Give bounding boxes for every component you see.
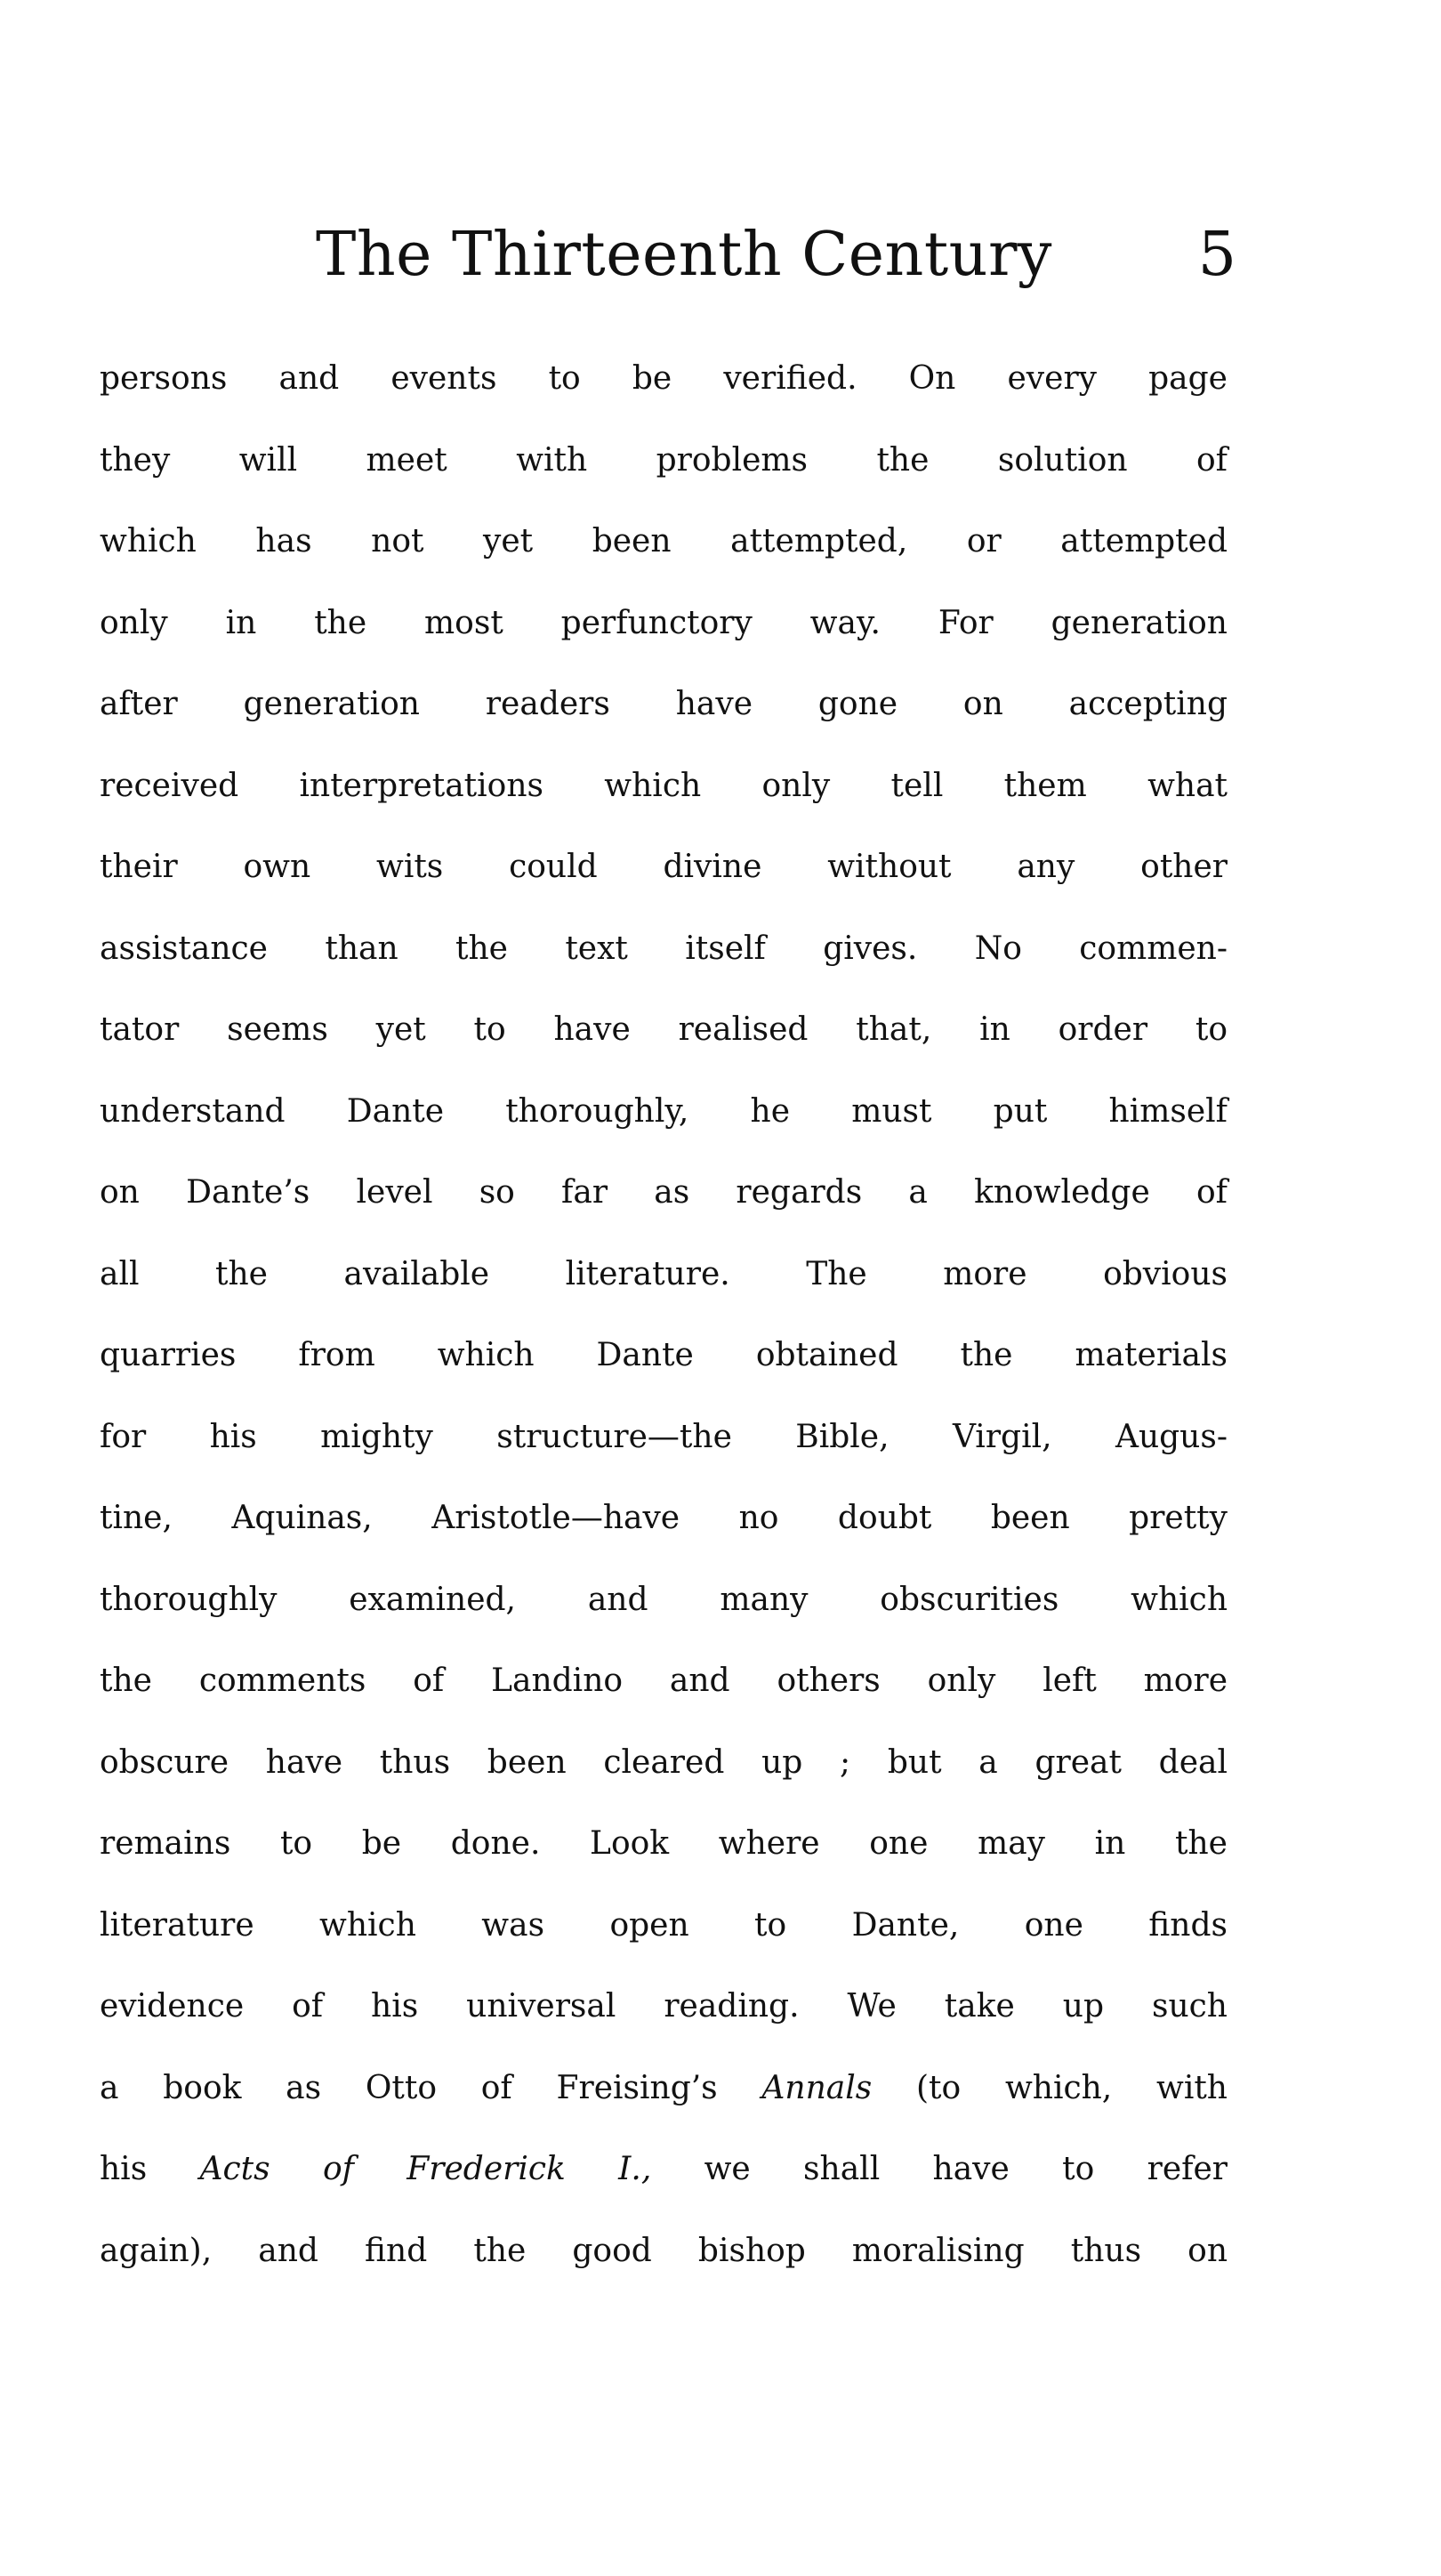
text-line-content: after generation readers have gone on accepting xyxy=(100,686,1228,722)
text-line xyxy=(100,1477,1228,1559)
text-line-content: received interpretations which only tell them what xyxy=(100,767,1228,804)
text-line-content: a book as Otto of Freising’s xyxy=(100,2069,762,2106)
text-line xyxy=(100,1234,1228,1316)
text-line xyxy=(100,745,1228,827)
text-line xyxy=(100,1071,1228,1153)
book-title-annals: Annals xyxy=(761,2069,873,2106)
text-line-content: his xyxy=(100,2151,200,2187)
text-line xyxy=(100,2129,1228,2210)
text-line-content: only in the most perfunctory way. For generation xyxy=(100,604,1228,641)
text-line xyxy=(100,2210,1228,2292)
text-line xyxy=(100,1966,1228,2048)
text-line-content: literature which was open to Dante, one finds xyxy=(100,1906,1228,1944)
text-line-content: for his mighty structure—the Bible, Virgil, Augus- xyxy=(100,1418,1228,1455)
text-line-content: quarries from which Dante obtained the materials xyxy=(100,1337,1228,1373)
page-number: 5 xyxy=(1197,220,1236,290)
text-line-content: again), and find the good bishop moralising thus on xyxy=(100,2232,1228,2269)
text-line xyxy=(100,908,1228,990)
running-title: The Thirteenth Century xyxy=(316,220,1052,290)
text-line xyxy=(100,989,1228,1071)
text-line-content: obscure have thus been cleared up ; but a great deal xyxy=(100,1743,1228,1781)
text-line xyxy=(100,826,1228,908)
text-line-content: all the available literature. The more obvious xyxy=(100,1255,1228,1292)
body-text xyxy=(100,338,1228,2291)
text-line-content: which has not yet been attempted, or attempted xyxy=(100,523,1228,559)
running-head xyxy=(316,215,1236,295)
text-line xyxy=(100,1885,1228,1967)
text-line-content: tine, Aquinas, Aristotle—have no doubt been pretty xyxy=(100,1500,1228,1536)
text-line xyxy=(100,1559,1228,1641)
text-line xyxy=(100,1640,1228,1722)
text-line xyxy=(100,1315,1228,1397)
text-line xyxy=(100,1397,1228,1478)
text-line-content: we shall have to refer xyxy=(651,2151,1228,2187)
text-line-content: understand Dante thoroughly, he must put himself xyxy=(100,1092,1228,1130)
book-title-acts-of-frederick: Acts of Frederick I., xyxy=(199,2151,652,2187)
text-line xyxy=(100,1722,1228,1804)
text-line xyxy=(100,338,1228,420)
text-line xyxy=(100,420,1228,502)
text-line-content: on Dante’s level so far as regards a knowledge of xyxy=(100,1174,1228,1211)
text-line-content: assistance than the text itself gives. No commen- xyxy=(100,930,1228,967)
text-line xyxy=(100,1152,1228,1234)
text-line xyxy=(100,501,1228,583)
text-line xyxy=(100,664,1228,745)
text-line xyxy=(100,1803,1228,1885)
text-line-content: (to which, with xyxy=(872,2069,1228,2106)
text-line-content: they will meet with problems the solution of xyxy=(100,441,1228,479)
text-line-content: their own wits could divine without any other xyxy=(100,849,1228,885)
text-line xyxy=(100,583,1228,664)
text-line xyxy=(100,2048,1228,2129)
text-line-content: remains to be done. Look where one may in the xyxy=(100,1825,1228,1862)
text-line-content: evidence of his universal reading. We take up such xyxy=(100,1988,1228,2025)
text-line-content: tator seems yet to have realised that, in order to xyxy=(100,1011,1228,1048)
text-line-content: thoroughly examined, and many obscurities which xyxy=(100,1581,1228,1618)
text-line-content: the comments of Landino and others only left more xyxy=(100,1662,1228,1699)
text-line-content: persons and events to be verified. On every page xyxy=(100,360,1228,397)
